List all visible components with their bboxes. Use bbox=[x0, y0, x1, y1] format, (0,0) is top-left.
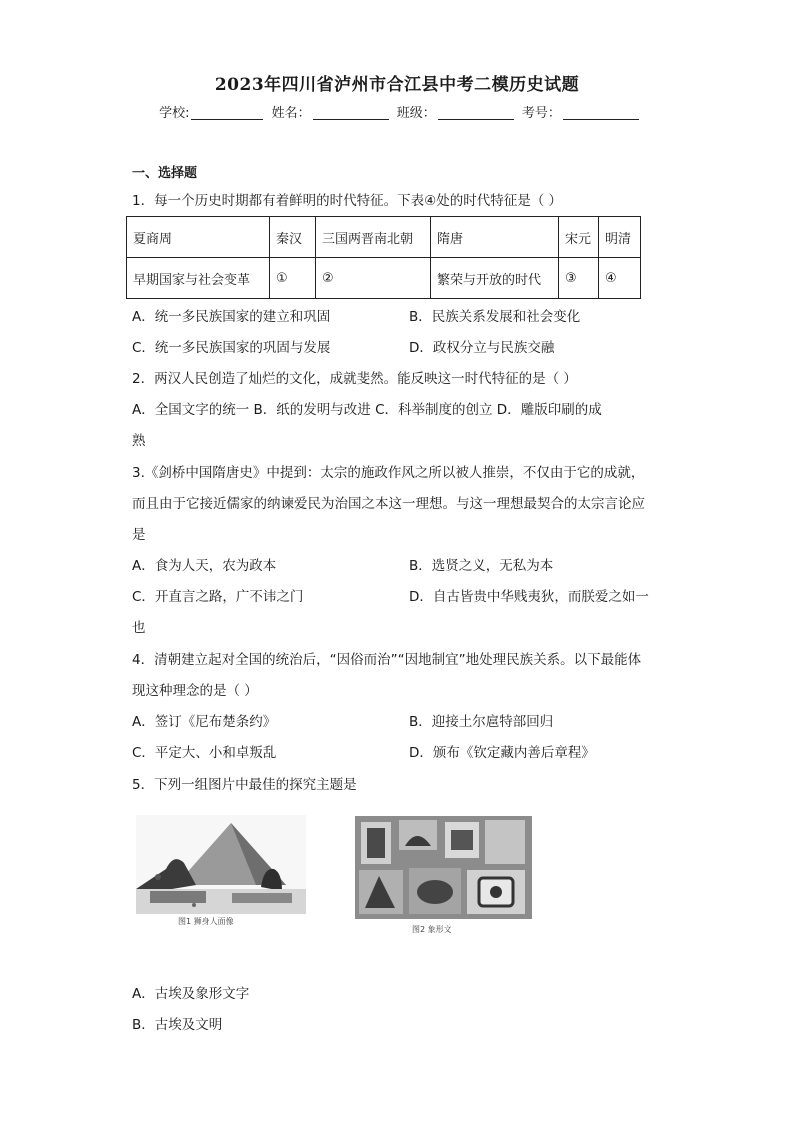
q3-option-c[interactable]: C．开直言之路，广不讳之门 bbox=[132, 589, 304, 605]
figure-2-caption: 图2 象形文 bbox=[412, 925, 452, 934]
table-cell: 夏商周 bbox=[127, 217, 270, 258]
table-cell: 早期国家与社会变革 bbox=[127, 258, 270, 299]
table-row bbox=[127, 217, 641, 258]
q1-era-table bbox=[126, 216, 641, 299]
page-title: 2023年四川省泸州市合江县中考二模历史试题 bbox=[214, 75, 580, 95]
table-cell: 宋元 bbox=[559, 217, 599, 258]
exam-no-field[interactable] bbox=[563, 105, 639, 120]
table-cell: ④ bbox=[599, 258, 641, 299]
q5-stem: 5．下列一组图片中最佳的探究主题是 bbox=[132, 777, 357, 793]
table-cell: 繁荣与开放的时代 bbox=[431, 258, 559, 299]
q1-option-c[interactable]: C．统一多民族国家的巩固与发展 bbox=[132, 340, 331, 356]
q3-stem-line1: 3.《剑桥中国隋唐史》中提到：太宗的施政作风之所以被人推崇，不仅由于它的成就， bbox=[132, 465, 645, 481]
table-cell: 明清 bbox=[599, 217, 641, 258]
q5-option-a[interactable]: A．古埃及象形文字 bbox=[132, 986, 250, 1002]
q3-stem-line3: 是 bbox=[132, 527, 146, 543]
q3-option-d[interactable]: D．自古皆贵中华贱夷狄，而朕爱之如一 bbox=[409, 589, 649, 605]
q1-option-d[interactable]: D．政权分立与民族交融 bbox=[409, 340, 555, 356]
q4-option-d[interactable]: D．颁布《钦定藏内善后章程》 bbox=[409, 745, 595, 761]
exam-no-label: 考号： bbox=[521, 106, 561, 121]
q1-option-a[interactable]: A．统一多民族国家的建立和巩固 bbox=[132, 309, 331, 325]
q2-options-cont: 熟 bbox=[132, 433, 146, 449]
section-heading: 一、选择题 bbox=[132, 166, 198, 181]
q4-option-c[interactable]: C．平定大、小和卓叛乱 bbox=[132, 745, 277, 761]
q1-stem: 1．每一个历史时期都有着鲜明的时代特征。下表④处的时代特征是（ ） bbox=[132, 193, 562, 209]
table-cell: 隋唐 bbox=[431, 217, 559, 258]
q2-options[interactable]: A．全国文字的统一 B．纸的发明与改进 C．科举制度的创立 D．雕版印刷的成 bbox=[132, 402, 602, 418]
student-info-row bbox=[0, 102, 794, 121]
q2-stem: 2．两汉人民创造了灿烂的文化，成就斐然。能反映这一时代特征的是（ ） bbox=[132, 371, 577, 387]
table-cell: 三国两晋南北朝 bbox=[316, 217, 431, 258]
q4-option-a[interactable]: A．签订《尼布楚条约》 bbox=[132, 714, 277, 730]
class-label: 班级： bbox=[396, 106, 436, 121]
table-cell: ③ bbox=[559, 258, 599, 299]
q4-stem-line2: 现这种理念的是（ ） bbox=[132, 683, 258, 699]
name-label: 姓名： bbox=[271, 106, 311, 121]
table-cell: ② bbox=[316, 258, 431, 299]
q4-stem-line1: 4．清朝建立起对全国的统治后，“因俗而治”“因地制宜”地处理民族关系。以下最能体 bbox=[132, 652, 642, 668]
q3-stem-line2: 而且由于它接近儒家的纳谏爱民为治国之本这一理想。与这一理想最契合的太宗言论应 bbox=[132, 496, 645, 512]
table-row bbox=[127, 258, 641, 299]
q3-option-a[interactable]: A．食为人天，农为政本 bbox=[132, 558, 277, 574]
figure-1-caption: 图1 狮身人面像 bbox=[178, 917, 234, 926]
name-field[interactable] bbox=[313, 105, 389, 120]
school-label: 学校: bbox=[159, 106, 190, 121]
q3-option-b[interactable]: B．选贤之义，无私为本 bbox=[409, 558, 554, 574]
table-cell: 秦汉 bbox=[270, 217, 316, 258]
school-field[interactable] bbox=[191, 105, 263, 120]
q5-option-b[interactable]: B．古埃及文明 bbox=[132, 1017, 223, 1033]
class-field[interactable] bbox=[438, 105, 514, 120]
hieroglyph-photo bbox=[355, 816, 532, 919]
q3-option-d-cont: 也 bbox=[132, 620, 146, 636]
q4-option-b[interactable]: B．迎接土尔扈特部回归 bbox=[409, 714, 554, 730]
table-cell: ① bbox=[270, 258, 316, 299]
sphinx-photo bbox=[136, 815, 306, 914]
q1-option-b[interactable]: B．民族关系发展和社会变化 bbox=[409, 309, 581, 325]
